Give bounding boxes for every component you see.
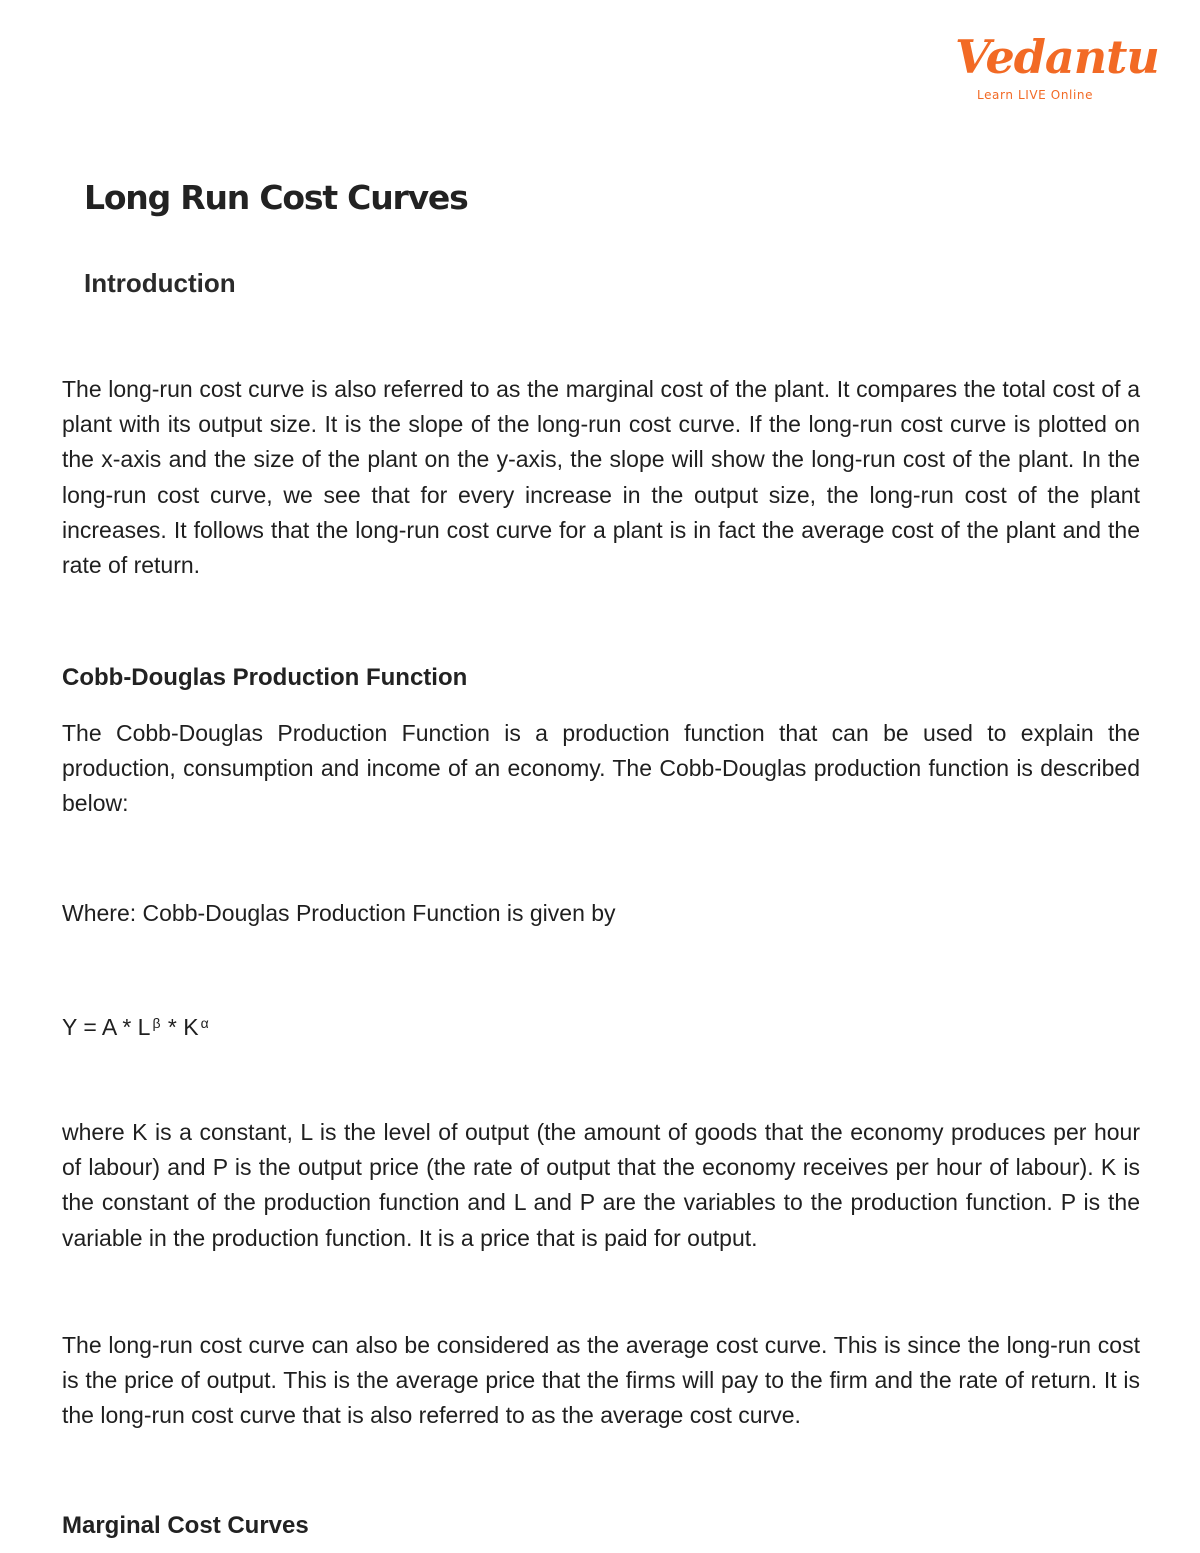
average-cost-paragraph: The long-run cost curve can also be considered as the average cost curve. This is since the long-run cost is the price of output. This is the average price that the firms will pay to the firm and the rate of return. It is the long-run cost curve that is also referred to as the average cost curve. — [62, 1332, 1140, 1429]
equation-mid: * K — [161, 1014, 199, 1040]
logo-wordmark: Vedantu — [955, 30, 1159, 84]
intro-paragraph: The long-run cost curve is also referred to as the marginal cost of the plant. It compares the total cost of a plant with its output size. It is the slope of the long-run cost curve. If the long-run cost curve is plotted on the x-axis and the size of the plant on the y-axis, the slope will show the long-run cost of the plant. In the long-run cost curve, we see that for every increase in the output size, the long-run cost of the plant increases. It follows that the long-run cost curve for a plant is in fact the average cost of the plant and the rate of return. — [62, 376, 1140, 579]
logo-tagline: Learn LIVE Online — [977, 88, 1094, 102]
marginal-cost-heading: Marginal Cost Curves — [62, 1512, 309, 1539]
where-line: Where: Cobb-Douglas Production Function is given by — [62, 900, 616, 926]
cobb-douglas-paragraph: The Cobb-Douglas Production Function is a production function that can be used to explain the production, consumption and income of an economy. The Cobb-Douglas production function is described below: — [62, 720, 1140, 817]
page-title: Long Run Cost Curves — [84, 178, 468, 217]
production-equation — [62, 1006, 210, 1045]
equation-beta-exponent: β — [152, 1015, 161, 1031]
equation-lhs: Y = A * L — [62, 1014, 151, 1040]
introduction-heading: Introduction — [84, 268, 236, 298]
vedantu-logo — [955, 30, 1159, 110]
equation-alpha-exponent: α — [200, 1015, 209, 1031]
cobb-douglas-heading: Cobb-Douglas Production Function — [62, 664, 468, 691]
variables-paragraph: where K is a constant, L is the level of output (the amount of goods that the economy produces per hour of labour) and P is the output price (the rate of output that the economy receives per hour of labour). K is the constant of the production function and L and P are the variables to the production function. P is the variable in the production function. It is a price that is paid for output. — [62, 1119, 1140, 1251]
